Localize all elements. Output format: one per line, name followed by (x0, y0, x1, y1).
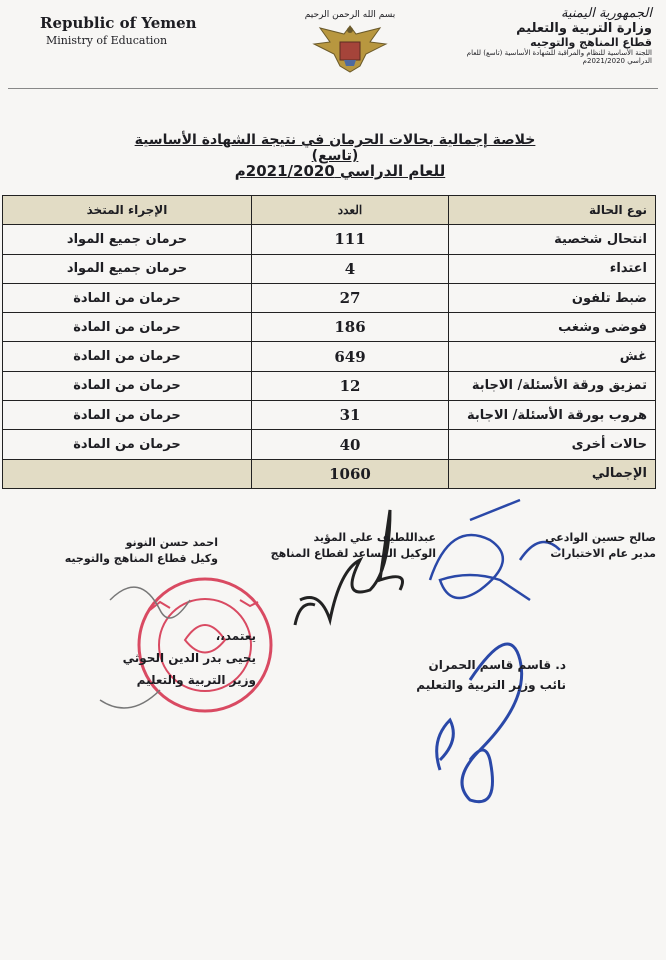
cell-count: 12 (252, 371, 449, 400)
document-subtitle: للعام الدراسي 2021/2020م (234, 162, 446, 180)
total-count: 1060 (252, 459, 449, 488)
cell-action: حرمان من المادة (3, 430, 252, 459)
header-ministry-ar: وزارة التربية والتعليم (516, 21, 652, 36)
minister-title: وزير التربية والتعليم (136, 673, 256, 687)
cell-type: اعتداء (449, 254, 656, 283)
signature-block-3 (65, 535, 218, 567)
signature-block-deputy (416, 655, 566, 695)
cell-action: حرمان من المادة (3, 313, 252, 342)
cell-type: حالات أخرى (449, 430, 656, 459)
header-committee-ar: اللجنة الأساسية للنظام والمراقبة للشهادة الأساسية (تاسع) للعام (466, 49, 652, 57)
signature-block-minister (123, 625, 256, 691)
basmala: بسم الله الرحمن الرحيم (304, 10, 396, 20)
header-country: Republic of Yemen (40, 14, 197, 32)
signature-black-icon (295, 510, 403, 625)
cell-count: 4 (252, 254, 449, 283)
header-year-ar: الدراسي 2021/2020م (582, 57, 652, 65)
signature-block-2 (271, 530, 436, 562)
approve-label: يعتمد،، (215, 629, 256, 643)
cell-type: ضبط تلفون (449, 283, 656, 312)
sig2-title: الوكيل المساعد لقطاع المناهج (270, 547, 436, 560)
sig3-name: احمد حسن النونو (125, 536, 218, 549)
cell-count: 186 (252, 313, 449, 342)
cell-count: 27 (252, 283, 449, 312)
cell-type: انتحال شخصية (449, 225, 656, 254)
col-header-action: الإجراء المتخذ (3, 196, 252, 225)
sig1-title: مدير عام الاختبارات (550, 547, 656, 560)
signature-blue-top-icon (430, 500, 560, 600)
cell-action: حرمان من المادة (3, 371, 252, 400)
document-title: خلاصة إجمالية بحالات الحرمان في نتيجة الشهادة الأساسية (تاسع) (134, 132, 536, 164)
header-ministry: Ministry of Education (46, 34, 168, 47)
cell-action: حرمان من المادة (3, 342, 252, 371)
deputy-title: نائب وزير التربية والتعليم (416, 678, 566, 692)
cell-count: 649 (252, 342, 449, 371)
cell-count: 111 (252, 225, 449, 254)
cell-type: هروب بورقة الأسئلة/ الاجابة (449, 401, 656, 430)
cell-type: غش (449, 342, 656, 371)
minister-name: يحيى بدر الدين الحوثي (122, 651, 256, 665)
cell-count: 40 (252, 430, 449, 459)
deputy-name: د. قاسم قاسم الحمران (428, 658, 566, 672)
col-header-count: العدد (252, 196, 449, 225)
cell-count: 31 (252, 401, 449, 430)
cell-action: حرمان جميع المواد (3, 225, 252, 254)
sig1-name: صالح حسين الوادعي (545, 531, 656, 544)
cell-action: حرمان من المادة (3, 401, 252, 430)
total-label: الإجمالي (449, 459, 656, 488)
cell-type: فوضى وشغب (449, 313, 656, 342)
col-header-type: نوع الحالة (449, 196, 656, 225)
signature-block-1 (545, 530, 656, 562)
header-republic-ar: الجمهورية اليمنية (560, 6, 652, 21)
cell-type: تمزيق ورقة الأسئلة/ الاجابة (449, 371, 656, 400)
cell-action: حرمان من المادة (3, 283, 252, 312)
cell-action: حرمان جميع المواد (3, 254, 252, 283)
sig2-name: عبداللطيف علي المؤيد (313, 531, 436, 544)
sig3-title: وكيل قطاع المناهج والتوجيه (64, 552, 218, 565)
header-sector-ar: قطاع المناهج والتوجيه (530, 36, 652, 49)
